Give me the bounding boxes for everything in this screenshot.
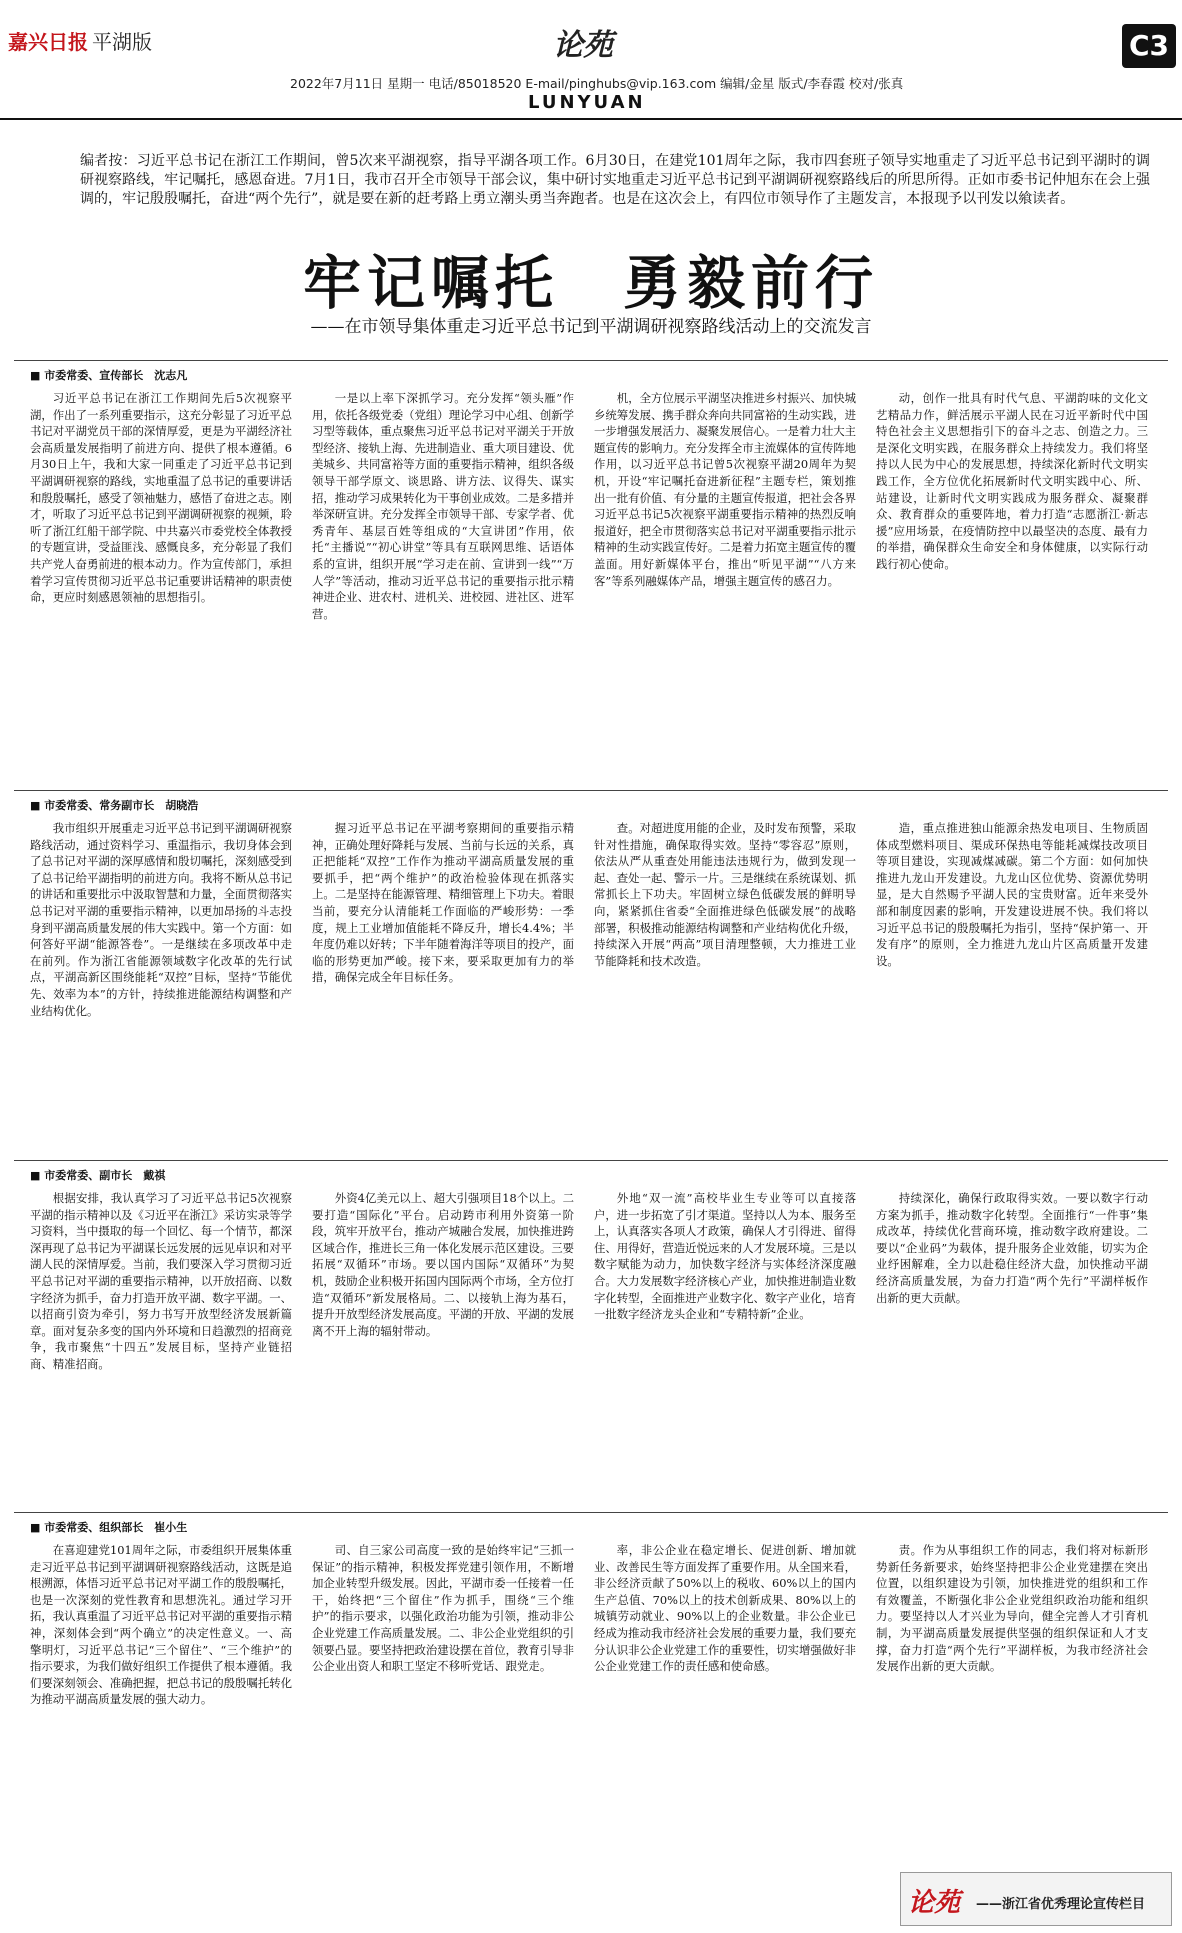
article-column: 在喜迎建党101周年之际，市委组织开展集体重走习近平总书记到平湖调研视察路线活动，这既是追根溯源，体悟习近平总书记对平湖工作的殷殷嘱托，也是一次深刻的党性教育和思想洗礼。通过学习开拓，我认真重温了习近平总书记对平湖的重要指示精神，深刻体会到“两个确立”的决定性意义。一、高擎明灯，习近平总书记“三个留住”、“三个维护”的指示要求，为我们做好组织工作提供了根本遵循。我们要深刻领会、准确把握，把总书记的殷殷嘱托转化为推动平湖高质量发展的强大动力。 — [30, 1543, 292, 1707]
article-byline: ■ 市委常委、常务副市长 胡晓浩 — [30, 797, 198, 813]
footer-tagline: ——浙江省优秀理论宣传栏目 — [976, 1897, 1146, 1912]
main-headline: 牢记嘱托 勇毅前行 — [302, 249, 879, 317]
section-latin-title: LUNYUAN — [528, 92, 646, 113]
article-column: 一是以上率下深抓学习。充分发挥“领头雁”作用，依托各级党委（党组）理论学习中心组、创新学习型等载体，重点聚焦习近平总书记对平湖关于开放型经济、接轨上海、先进制造业、重大项目建设、优美城乡、共同富裕等方面的重要指示精神，组织各级领导干部学原文、谈思路、讲方法、议得失、谋实招，推动学习成果转化为干事创业成效。二是多措并举深研宣讲。充分发挥全市领导干部、专家学者、优秀青年、基层百姓等组成的“大宣讲团”作用，依托“主播说”“初心讲堂”等具有互联网思维、话语体系的宣讲，组织开展“学习走在前、宣讲到一线”“万人学”等活动，推动习近平总书记的重要指示批示精神进企业、进农村、进机关、进校园、进社区、进军营。 — [312, 391, 574, 621]
article-column: 握习近平总书记在平湖考察期间的重要指示精神，正确处理好降耗与发展、当前与长远的关系，真正把能耗“双控”工作作为推动平湖高质量发展的重要抓手，把“两个维护”的政治检验体现在抓落实上。二是坚持在能源管理、精细管理上下功夫。着眼当前，要充分认清能耗工作面临的严峻形势：一季度，规上工业增加值能耗不降反升，增长4.4%；半年度仍难以好转；下半年随着海洋等项目的投产，面临的形势更加严峻。接下来，要采取更加有力的举措，确保完成全年目标任务。 — [312, 821, 574, 985]
page-number-badge: C3 — [1122, 24, 1176, 68]
section-divider — [14, 1160, 1168, 1161]
article-column: 责。作为从事组织工作的同志，我们将对标新形势新任务新要求，始终坚持把非公企业党建摆在突出位置，以组织建设为引领，加快推进党的组织和工作有效覆盖，不断强化非公企业党组织政治功能和组织力。要坚持以人才兴业为导向，健全完善人才引育机制，为平湖高质量发展提供坚强的组织保证和人才支撑，奋力打造“两个先行”平湖样板，为我市经济社会发展作出新的更大贡献。 — [876, 1543, 1148, 1674]
section-divider — [14, 360, 1168, 361]
article-column: 外地“双一流”高校毕业生专业等可以直接落户，进一步拓宽了引才渠道。坚持以人为本、服务至上，认真落实各项人才政策，确保人才引得进、留得住、用得好，营造近悦远来的人才发展环境。三是以数字赋能为动力，加快数字经济与实体经济深度融合。大力发展数字经济核心产业，加快推进制造业数字化转型，全面推进产业数字化、数字产业化，培育一批数字经济龙头企业和“专精特新”企业。 — [594, 1191, 856, 1322]
article-byline: ■ 市委常委、宣传部长 沈志凡 — [30, 367, 187, 383]
article-column: 我市组织开展重走习近平总书记到平湖调研视察路线活动，通过资料学习、重温指示，我切身体会到了总书记对平湖的深厚感情和殷切嘱托，深刻感受到了总书记给平湖指明的前进方向。我将不断从总书记的讲话和重要批示中汲取智慧和力量，全面贯彻落实总书记对平湖的重要指示精神，以更加昂扬的斗志投身到平湖高质量发展的伟大实践中。第一个方面：如何答好平湖“能源答卷”。一是继续在多项改革中走在前列。作为浙江省能源领域数字化改革的先行试点，平湖高新区围绕能耗“双控”目标，坚持“节能优先、效率为本”的方针，持续推进能源结构调整和产业结构优化。 — [30, 821, 292, 1018]
sub-headline: ——在市领导集体重走习近平总书记到平湖调研视察路线活动上的交流发言 — [310, 317, 872, 337]
section-divider — [14, 1512, 1168, 1513]
article-column: 外资4亿美元以上、超大引强项目18个以上。二要打造“国际化”平台。启动跨市利用外资第一阶段，筑牢开放平台，推动产城融合发展，加快推进跨区域合作，推进长三角一体化发展示范区建设。三要拓展“双循环”市场。要以国内国际“双循环”为契机，鼓励企业积极开拓国内国际两个市场，全方位打造“双循环”新发展格局。二、以接轨上海为基石，提升开放型经济发展高度。平湖的开放、平湖的发展离不开上海的辐射带动。 — [312, 1191, 574, 1338]
article-byline: ■ 市委常委、副市长 戴祺 — [30, 1167, 165, 1183]
edition-name: 平湖版 — [92, 30, 152, 54]
section-title: 论苑 — [553, 28, 613, 63]
article-byline: ■ 市委常委、组织部长 崔小生 — [30, 1519, 187, 1535]
masthead-rule — [0, 118, 1182, 120]
masthead — [0, 0, 1182, 120]
article-column: 率，非公企业在稳定增长、促进创新、增加就业、改善民生等方面发挥了重要作用。从全国来看，非公经济贡献了50%以上的税收、60%以上的国内生产总值、70%以上的技术创新成果、80%以上的城镇劳动就业、90%以上的企业数量。非公企业已经成为推动我市经济社会发展的重要力量，我们要充分认识非公企业党建工作的重要性，切实增强做好非公企业党建工作的责任感和使命感。 — [594, 1543, 856, 1674]
article-column: 司、自三家公司高度一致的是始终牢记“三抓一保证”的指示精神，积极发挥党建引领作用，不断增加企业转型升级发展。因此，平湖市委一任接着一任干，始终把“三个留住”作为抓手，围绕“三个维护”的指示要求，以强化政治功能为引领，推动非公企业党建工作高质量发展。二、非公企业党组织的引领要凸显。要坚持把政治建设摆在首位，教育引导非公企业出资人和职工坚定不移听党话、跟党走。 — [312, 1543, 574, 1674]
article-column: 查。对超进度用能的企业，及时发布预警，采取针对性措施，确保取得实效。坚持“零容忍”原则，依法从严从重查处用能违法违规行为，做到发现一起、查处一起、警示一片。三是继续在系统谋划、抓常抓长上下功夫。牢固树立绿色低碳发展的鲜明导向，紧紧抓住省委“全面推进绿色低碳发展”的战略部署，积极推动能源结构调整和产业结构优化升级，持续深入开展“两高”项目清理整顿，大力推进工业节能降耗和技术改造。 — [594, 821, 856, 968]
section-divider — [14, 790, 1168, 791]
article-column: 机，全方位展示平湖坚决推进乡村振兴、加快城乡统筹发展、携手群众奔向共同富裕的生动实践，进一步增强发展活力、凝聚发展信心。一是着力壮大主题宣传的影响力。充分发挥全市主流媒体的宣传阵地作用，以习近平总书记曾5次视察平湖20周年为契机，开设“牢记嘱托奋进新征程”主题专栏，策划推出一批有价值、有分量的主题宣传报道，把社会各界习近平总书记5次视察平湖重要指示精神的热烈反响报道好，把全市贯彻落实总书记对平湖重要指示批示精神的生动实践宣传好。二是着力拓宽主题宣传的覆盖面。用好新媒体平台，推出“听见平湖”“八方来客”等系列融媒体产品，增强主题宣传的感召力。 — [594, 391, 856, 588]
article-column: 持续深化，确保行政取得实效。一要以数字行动方案为抓手，推动数字化转型。全面推行“一件事”集成改革，持续优化营商环境，推动数字政府建设。二要以“企业码”为载体，提升服务企业效能，切实为企业纾困解难，全力以赴稳住经济大盘，加快推动平湖经济高质量发展，为奋力打造“两个先行”平湖样板作出新的更大贡献。 — [876, 1191, 1148, 1305]
article-column: 根据安排，我认真学习了习近平总书记5次视察平湖的指示精神以及《习近平在浙江》采访实录等学习资料，当中摄取的每一个回忆、每一个情节，都深深再现了总书记为平湖谋长远发展的远见卓识和对平湖人民的深情厚爱。当前，我们要深入学习贯彻习近平总书记对平湖的重要指示精神，以开放招商、以数字经济为抓手，奋力打造开放平湖、数字平湖。一、以招商引资为牵引，努力书写开放型经济发展新篇章。面对复杂多变的国内外环境和日趋激烈的招商竞争，我市聚焦“十四五”发展目标，坚持产业链招商、精准招商。 — [30, 1191, 292, 1371]
editor-note: 编者按：习近平总书记在浙江工作期间，曾5次来平湖视察，指导平湖各项工作。6月30日，在建党101周年之际，我市四套班子领导实地重走了习近平总书记到平湖时的调研视察路线，牢记嘱托，感恩奋进。7月1日，我市召开全市领导干部会议，集中研讨实地重走习近平总书记到平湖调研视察路线后的所思所得。正如市委书记仲旭东在会上强调的，牢记殷殷嘱托，奋进“两个先行”，就是要在新的赶考路上勇立潮头勇当奔跑者。也是在这次会上，有四位市领导作了主题发言，本报现予以刊发以飨读者。 — [80, 153, 1150, 207]
article-column: 造，重点推进独山能源余热发电项目、生物质固体成型燃料项目、渠成环保热电等能耗减煤技改项目等项目建设，实现减煤减碳。第二个方面：如何加快推进九龙山开发建设。九龙山区位优势、资源优势明显，是大自然赐予平湖人民的宝贵财富。近年来受外部和制度因素的影响，开发建设进展不快。我们将以习近平总书记的殷殷嘱托为指引，坚持“保护第一、开发有序”的原则，全力推进九龙山片区高质量开发建设。 — [876, 821, 1148, 968]
footer-section-logo: 论苑 — [908, 1888, 961, 1918]
issue-info-line: 2022年7月11日 星期一 电话/85018520 E-mail/pinghubs@vip.163.com 编辑/金星 版式/李春霞 校对/张真 — [290, 76, 904, 91]
newspaper-logo — [8, 26, 152, 55]
article-column: 习近平总书记在浙江工作期间先后5次视察平湖，作出了一系列重要指示，这充分彰显了习近平总书记对平湖党员干部的深情厚爱，更是为平湖经济社会高质量发展指明了前进方向、提供了根本遵循。6月30日上午，我和大家一同重走了习近平总书记到平湖调研视察的路线，实地重温了总书记的重要讲话和殷殷嘱托，感受了领袖魅力，感悟了奋进之志。刚才，听取了习近平总书记到平湖调研视察的视频，聆听了浙江红船干部学院、中共嘉兴市委党校全体教授的专题宣讲，受益匪浅、感慨良多，充分彰显了我们共产党人奋勇前进的根本动力。作为宣传部门，承担着学习宣传贯彻习近平总书记重要讲话精神的职责使命，更应时刻感恩领袖的思想指引。 — [30, 391, 292, 605]
paper-name: 嘉兴日报 — [8, 30, 88, 54]
article-column: 动，创作一批具有时代气息、平湖韵味的文化文艺精品力作，鲜活展示平湖人民在习近平新时代中国特色社会主义思想指引下的奋斗之志、创造之力。三是深化文明实践，在服务群众上持续发力。我们将坚持以人民为中心的发展思想，持续深化新时代文明实践工作，全方位优化拓展新时代文明实践中心、所、站建设，让新时代文明实践成为服务群众、凝聚群众、教育群众的重要阵地，着力打造“志愿浙江·新志援”应用场景，在疫情防控中以最坚决的态度、最有力的举措，确保群众生命安全和身体健康，以实际行动践行初心使命。 — [876, 391, 1148, 571]
